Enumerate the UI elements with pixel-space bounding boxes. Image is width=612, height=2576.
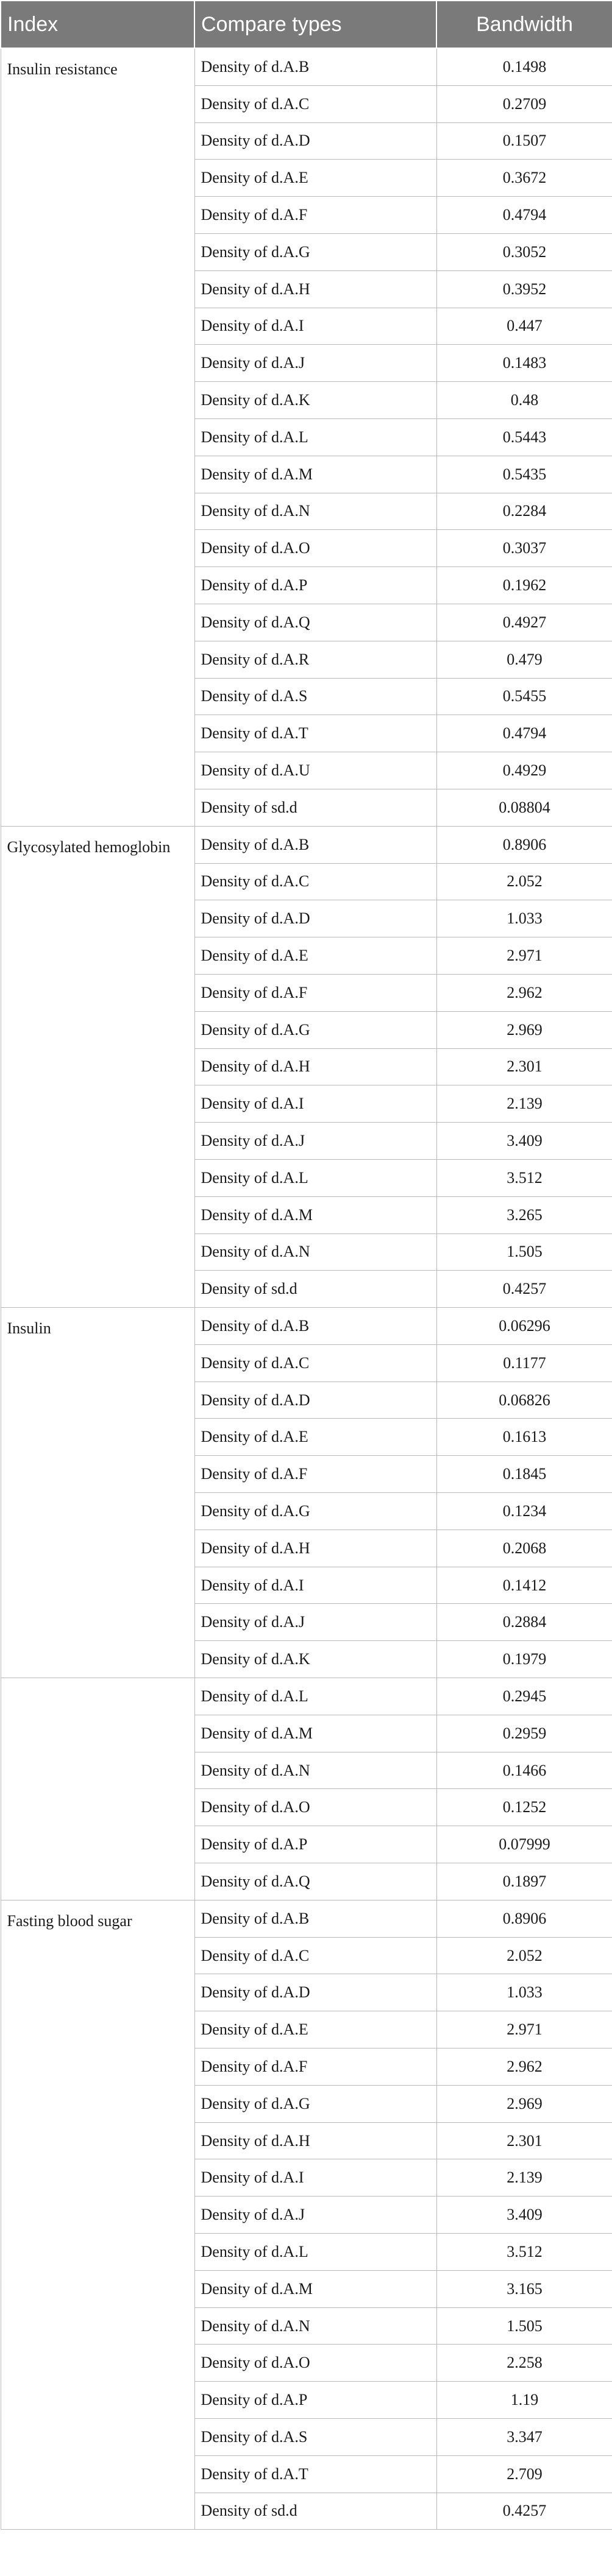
bandwidth-cell: 3.512 xyxy=(436,1159,612,1196)
bandwidth-cell: 0.1252 xyxy=(436,1789,612,1826)
compare-type-cell: Density of d.A.N xyxy=(194,2307,436,2345)
compare-type-cell: Density of d.A.S xyxy=(194,2419,436,2456)
compare-type-cell: Density of d.A.B xyxy=(194,1308,436,1345)
bandwidth-cell: 3.512 xyxy=(436,2234,612,2271)
compare-type-cell: Density of d.A.C xyxy=(194,863,436,900)
bandwidth-cell: 2.962 xyxy=(436,2048,612,2086)
bandwidth-cell: 0.5455 xyxy=(436,678,612,715)
compare-type-cell: Density of d.A.E xyxy=(194,2011,436,2048)
compare-type-cell: Density of d.A.J xyxy=(194,1604,436,1641)
compare-type-cell: Density of d.A.M xyxy=(194,1196,436,1233)
bandwidth-cell: 0.4794 xyxy=(436,197,612,234)
bandwidth-cell: 0.8906 xyxy=(436,1900,612,1937)
compare-type-cell: Density of d.A.L xyxy=(194,1678,436,1715)
index-cell: Fasting blood sugar xyxy=(1,1900,194,2530)
compare-type-cell: Density of d.A.D xyxy=(194,1382,436,1419)
compare-type-cell: Density of d.A.L xyxy=(194,2234,436,2271)
compare-type-cell: Density of d.A.C xyxy=(194,1937,436,1974)
compare-type-cell: Density of d.A.O xyxy=(194,2345,436,2382)
bandwidth-cell: 0.1177 xyxy=(436,1344,612,1382)
bandwidth-cell: 0.5443 xyxy=(436,418,612,456)
compare-type-cell: Density of d.A.G xyxy=(194,233,436,270)
compare-type-cell: Density of d.A.M xyxy=(194,2270,436,2307)
compare-type-cell: Density of d.A.C xyxy=(194,1344,436,1382)
bandwidth-cell: 2.969 xyxy=(436,2085,612,2122)
bandwidth-cell: 0.4929 xyxy=(436,752,612,789)
index-cell: Glycosylated hemoglobin xyxy=(1,826,194,1307)
compare-type-cell: Density of d.A.O xyxy=(194,530,436,567)
bandwidth-cell: 2.971 xyxy=(436,937,612,975)
bandwidth-cell: 0.1507 xyxy=(436,122,612,160)
bandwidth-cell: 0.1979 xyxy=(436,1641,612,1678)
table-row xyxy=(1,1678,612,1715)
compare-type-cell: Density of d.A.Q xyxy=(194,604,436,641)
bandwidth-cell: 2.301 xyxy=(436,1048,612,1085)
bandwidth-cell: 3.165 xyxy=(436,2270,612,2307)
compare-type-cell: Density of d.A.B xyxy=(194,1900,436,1937)
compare-type-cell: Density of d.A.N xyxy=(194,493,436,530)
compare-type-cell: Density of d.A.I xyxy=(194,2159,436,2197)
bandwidth-cell: 3.409 xyxy=(436,2197,612,2234)
compare-type-cell: Density of d.A.D xyxy=(194,900,436,937)
bandwidth-cell: 0.479 xyxy=(436,641,612,678)
compare-type-cell: Density of d.A.N xyxy=(194,1233,436,1271)
bandwidth-cell: 2.709 xyxy=(436,2455,612,2493)
bandwidth-cell: 2.052 xyxy=(436,863,612,900)
bandwidth-cell: 0.2709 xyxy=(436,85,612,122)
compare-type-cell: Density of d.A.I xyxy=(194,308,436,345)
table-body xyxy=(1,48,612,2530)
compare-type-cell: Density of d.A.H xyxy=(194,1530,436,1567)
bandwidth-cell: 0.1234 xyxy=(436,1493,612,1530)
bandwidth-cell: 0.2068 xyxy=(436,1530,612,1567)
index-cell: Insulin resistance xyxy=(1,48,194,826)
bandwidth-cell: 0.3952 xyxy=(436,270,612,308)
bandwidth-cell: 0.1466 xyxy=(436,1752,612,1789)
bandwidth-cell: 0.1845 xyxy=(436,1456,612,1493)
compare-type-cell: Density of d.A.G xyxy=(194,1011,436,1048)
compare-type-cell: Density of d.A.K xyxy=(194,1641,436,1678)
bandwidth-cell: 2.139 xyxy=(436,2159,612,2197)
compare-type-cell: Density of d.A.D xyxy=(194,122,436,160)
bandwidth-cell: 0.1498 xyxy=(436,48,612,85)
compare-type-cell: Density of d.A.P xyxy=(194,1826,436,1863)
table-row xyxy=(1,48,612,85)
bandwidth-cell: 3.265 xyxy=(436,1196,612,1233)
compare-type-cell: Density of d.A.K xyxy=(194,382,436,419)
bandwidth-cell: 0.2884 xyxy=(436,1604,612,1641)
compare-type-cell: Density of d.A.Q xyxy=(194,1863,436,1900)
bandwidth-cell: 3.347 xyxy=(436,2419,612,2456)
compare-type-cell: Density of d.A.E xyxy=(194,1419,436,1456)
bandwidth-cell: 0.06826 xyxy=(436,1382,612,1419)
bandwidth-cell: 0.07999 xyxy=(436,1826,612,1863)
bandwidth-cell: 0.3672 xyxy=(436,160,612,197)
compare-type-cell: Density of d.A.T xyxy=(194,2455,436,2493)
bandwidth-cell: 0.4794 xyxy=(436,715,612,752)
compare-type-cell: Density of d.A.S xyxy=(194,678,436,715)
bandwidth-cell: 0.1412 xyxy=(436,1567,612,1604)
table-row xyxy=(1,1900,612,1937)
compare-type-cell: Density of d.A.B xyxy=(194,48,436,85)
bandwidth-cell: 0.4257 xyxy=(436,2493,612,2530)
bandwidth-cell: 0.447 xyxy=(436,308,612,345)
compare-type-cell: Density of d.A.L xyxy=(194,418,436,456)
bandwidth-cell: 0.4927 xyxy=(436,604,612,641)
index-cell xyxy=(1,1678,194,1900)
bandwidth-cell: 1.033 xyxy=(436,1974,612,2011)
bandwidth-cell: 0.1483 xyxy=(436,345,612,382)
bandwidth-cell: 2.052 xyxy=(436,1937,612,1974)
bandwidth-cell: 0.1962 xyxy=(436,567,612,604)
compare-type-cell: Density of d.A.M xyxy=(194,456,436,493)
compare-type-cell: Density of d.A.F xyxy=(194,974,436,1011)
compare-type-cell: Density of d.A.E xyxy=(194,160,436,197)
header-row xyxy=(1,1,612,48)
compare-type-cell: Density of d.A.H xyxy=(194,1048,436,1085)
compare-type-cell: Density of d.A.E xyxy=(194,937,436,975)
bandwidth-cell: 0.1897 xyxy=(436,1863,612,1900)
compare-type-cell: Density of d.A.D xyxy=(194,1974,436,2011)
bandwidth-cell: 1.505 xyxy=(436,1233,612,1271)
bandwidth-cell: 0.8906 xyxy=(436,826,612,863)
table-row xyxy=(1,1308,612,1345)
compare-type-cell: Density of d.A.I xyxy=(194,1085,436,1123)
bandwidth-cell: 0.5435 xyxy=(436,456,612,493)
bandwidth-cell: 0.3037 xyxy=(436,530,612,567)
bandwidth-cell: 2.139 xyxy=(436,1085,612,1123)
compare-type-cell: Density of d.A.T xyxy=(194,715,436,752)
index-cell: Insulin xyxy=(1,1308,194,1678)
compare-type-cell: Density of d.A.L xyxy=(194,1159,436,1196)
compare-type-cell: Density of d.A.H xyxy=(194,2122,436,2159)
compare-type-cell: Density of d.A.J xyxy=(194,2197,436,2234)
bandwidth-cell: 2.301 xyxy=(436,2122,612,2159)
compare-type-cell: Density of d.A.G xyxy=(194,2085,436,2122)
compare-type-cell: Density of d.A.N xyxy=(194,1752,436,1789)
compare-type-cell: Density of d.A.J xyxy=(194,345,436,382)
bandwidth-cell: 3.409 xyxy=(436,1123,612,1160)
compare-type-cell: Density of d.A.G xyxy=(194,1493,436,1530)
bandwidth-cell: 0.2284 xyxy=(436,493,612,530)
compare-type-cell: Density of sd.d xyxy=(194,1271,436,1308)
bandwidth-cell: 0.48 xyxy=(436,382,612,419)
bandwidth-cell: 0.06296 xyxy=(436,1308,612,1345)
header-index: Index xyxy=(1,1,194,48)
bandwidth-cell: 2.971 xyxy=(436,2011,612,2048)
compare-type-cell: Density of d.A.M xyxy=(194,1715,436,1752)
bandwidth-cell: 2.258 xyxy=(436,2345,612,2382)
compare-type-cell: Density of d.A.F xyxy=(194,1456,436,1493)
header-compare-types: Compare types xyxy=(194,1,436,48)
compare-type-cell: Density of d.A.B xyxy=(194,826,436,863)
compare-type-cell: Density of d.A.F xyxy=(194,2048,436,2086)
bandwidth-cell: 2.962 xyxy=(436,974,612,1011)
bandwidth-cell: 0.4257 xyxy=(436,1271,612,1308)
bandwidth-cell: 1.033 xyxy=(436,900,612,937)
compare-type-cell: Density of d.A.H xyxy=(194,270,436,308)
bandwidth-cell: 1.19 xyxy=(436,2382,612,2419)
compare-type-cell: Density of d.A.U xyxy=(194,752,436,789)
compare-type-cell: Density of sd.d xyxy=(194,2493,436,2530)
bandwidth-cell: 0.2959 xyxy=(436,1715,612,1752)
bandwidth-cell: 1.505 xyxy=(436,2307,612,2345)
compare-type-cell: Density of d.A.C xyxy=(194,85,436,122)
table-row xyxy=(1,826,612,863)
bandwidth-cell: 0.2945 xyxy=(436,1678,612,1715)
compare-type-cell: Density of d.A.F xyxy=(194,197,436,234)
bandwidth-cell: 0.08804 xyxy=(436,789,612,826)
compare-type-cell: Density of d.A.P xyxy=(194,567,436,604)
bandwidth-cell: 0.1613 xyxy=(436,1419,612,1456)
compare-type-cell: Density of d.A.R xyxy=(194,641,436,678)
bandwidth-cell: 2.969 xyxy=(436,1011,612,1048)
table-header xyxy=(1,1,612,48)
bandwidth-cell: 0.3052 xyxy=(436,233,612,270)
compare-type-cell: Density of d.A.O xyxy=(194,1789,436,1826)
header-bandwidth: Bandwidth xyxy=(436,1,612,48)
compare-type-cell: Density of d.A.P xyxy=(194,2382,436,2419)
compare-type-cell: Density of d.A.I xyxy=(194,1567,436,1604)
compare-type-cell: Density of d.A.J xyxy=(194,1123,436,1160)
compare-type-cell: Density of sd.d xyxy=(194,789,436,826)
